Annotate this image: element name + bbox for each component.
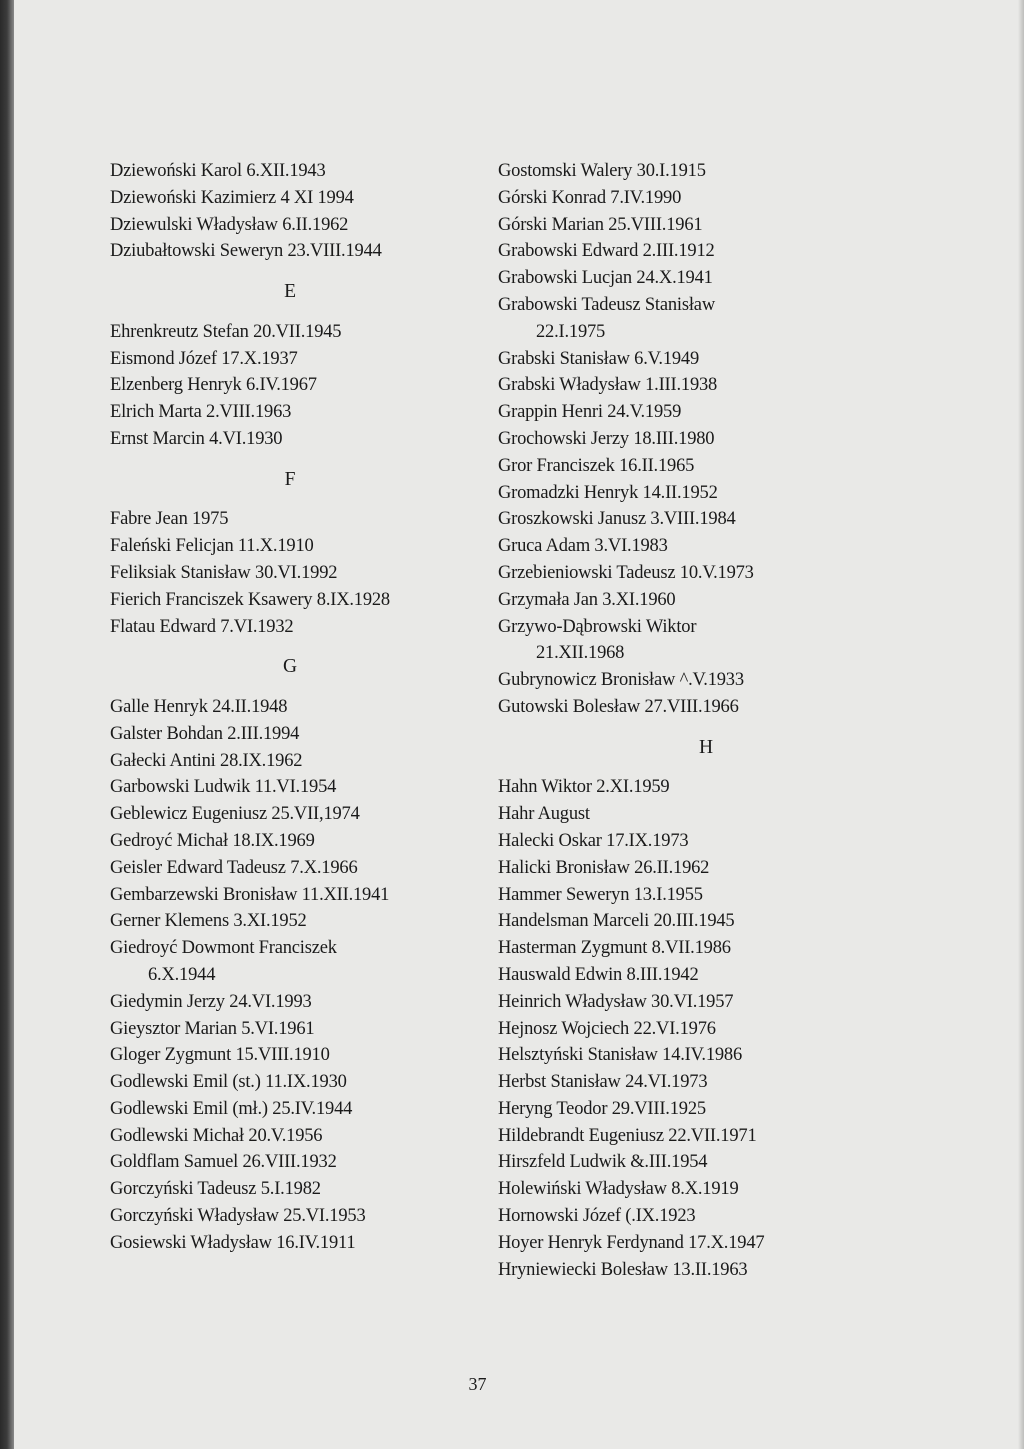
page-number: 37 [468, 1374, 487, 1394]
index-entry: Helsztyński Stanisław 14.IV.1986 [498, 1045, 743, 1066]
index-entry: Gruca Adam 3.VI.1983 [498, 536, 668, 557]
index-entry: Feliksiak Stanisław 30.VI.1992 [110, 562, 338, 583]
index-entry: Goldflam Samuel 26.VIII.1932 [110, 1152, 337, 1173]
index-entry: Giedroyć Dowmont Franciszek [110, 938, 337, 959]
index-entry: Fabre Jean 1975 [110, 509, 229, 530]
index-entry: Flatau Edward 7.VI.1932 [110, 616, 294, 637]
index-entry: Gror Franciszek 16.II.1965 [498, 455, 695, 476]
index-entry: Fierich Franciszek Ksawery 8.IX.1928 [110, 589, 390, 610]
index-entry: Elrich Marta 2.VIII.1963 [110, 402, 292, 423]
index-entry-continuation: 21.XII.1968 [536, 643, 625, 664]
index-entry: Gorczyński Władysław 25.VI.1953 [110, 1206, 366, 1227]
index-entry: Godlewski Emil (mł.) 25.IV.1944 [110, 1098, 353, 1119]
index-entry: Grabowski Edward 2.III.1912 [498, 241, 715, 262]
index-entry: Gembarzewski Bronisław 11.XII.1941 [110, 884, 390, 905]
index-entry: Heryng Teodor 29.VIII.1925 [498, 1098, 706, 1119]
index-entry: Faleński Felicjan 11.X.1910 [110, 536, 314, 557]
index-entry: Gorczyński Tadeusz 5.I.1982 [110, 1179, 321, 1200]
index-entry: Grzymała Jan 3.XI.1960 [498, 589, 676, 610]
index-entry: Galle Henryk 24.II.1948 [110, 696, 288, 717]
index-entry: Gloger Zygmunt 15.VIII.1910 [110, 1045, 330, 1066]
index-entry: Gerner Klemens 3.XI.1952 [110, 911, 307, 932]
index-entry: Dziewoński Karol 6.XII.1943 [110, 161, 326, 181]
index-entry: Grzywo-Dąbrowski Wiktor [498, 616, 697, 637]
index-entry: Elzenberg Henryk 6.IV.1967 [110, 375, 317, 396]
index-entry: Herbst Stanisław 24.VI.1973 [498, 1072, 708, 1093]
index-entry: Groszkowski Janusz 3.VIII.1984 [498, 509, 736, 530]
index-entry: Heinrich Władysław 30.VI.1957 [498, 991, 734, 1012]
index-entry: Hirszfeld Ludwik &.III.1954 [498, 1152, 708, 1173]
section-letter-heading: H [699, 736, 713, 758]
index-entry: Godlewski Michał 20.V.1956 [110, 1125, 323, 1146]
index-entry: Gostomski Walery 30.I.1915 [498, 161, 706, 181]
left-column [110, 158, 490, 1257]
index-entry: Gałecki Antini 28.IX.1962 [110, 750, 303, 771]
index-entry: Hejnosz Wojciech 22.VI.1976 [498, 1018, 716, 1039]
index-entry: Hahn Wiktor 2.XI.1959 [498, 777, 670, 798]
index-entry: Geblewicz Eugeniusz 25.VII,1974 [110, 804, 360, 825]
index-entry: Dziubałtowski Seweryn 23.VIII.1944 [110, 241, 382, 262]
index-entry: Garbowski Ludwik 11.VI.1954 [110, 777, 337, 798]
index-entry: Grzebieniowski Tadeusz 10.V.1973 [498, 562, 754, 583]
index-entry: Hornowski Józef (.IX.1923 [498, 1206, 696, 1227]
section-letter-heading: E [284, 281, 296, 303]
index-entry: Halicki Bronisław 26.II.1962 [498, 857, 710, 878]
index-entry-continuation: 22.I.1975 [536, 321, 606, 342]
index-entry: Hasterman Zygmunt 8.VII.1986 [498, 938, 731, 959]
index-entry: Grabski Władysław 1.III.1938 [498, 375, 718, 396]
index-entry: Geisler Edward Tadeusz 7.X.1966 [110, 857, 358, 878]
index-entry: Gedroyć Michał 18.IX.1969 [110, 830, 315, 851]
scan-binding-edge [0, 0, 14, 1449]
index-entry: Hahr August [498, 804, 590, 825]
index-entry: Halecki Oskar 17.IX.1973 [498, 830, 689, 851]
index-entry: Godlewski Emil (st.) 11.IX.1930 [110, 1072, 347, 1093]
index-entry: Grabowski Tadeusz Stanisław [498, 294, 715, 315]
index-entry: Hryniewiecki Bolesław 13.II.1963 [498, 1259, 748, 1280]
index-entry: Gubrynowicz Bronisław ^.V.1933 [498, 670, 744, 691]
index-entry: Gieysztor Marian 5.VI.1961 [110, 1018, 315, 1039]
index-entry-continuation: 6.X.1944 [148, 964, 216, 985]
index-entry: Dziewoński Kazimierz 4 XI 1994 [110, 187, 354, 208]
section-letter-heading: F [284, 468, 296, 490]
index-entry: Eismond Józef 17.X.1937 [110, 348, 298, 369]
scan-page-edge-right [1018, 0, 1024, 1449]
index-entry: Górski Marian 25.VIII.1961 [498, 214, 703, 235]
index-entry: Hauswald Edwin 8.III.1942 [498, 964, 699, 985]
right-column [498, 158, 878, 1283]
index-entry: Hoyer Henryk Ferdynand 17.X.1947 [498, 1232, 765, 1253]
index-entry: Grochowski Jerzy 18.III.1980 [498, 428, 715, 449]
section-letter-heading: G [283, 656, 297, 678]
index-entry: Górski Konrad 7.IV.1990 [498, 187, 682, 208]
index-entry: Gromadzki Henryk 14.II.1952 [498, 482, 718, 503]
index-entry: Giedymin Jerzy 24.VI.1993 [110, 991, 312, 1012]
index-entry: Ernst Marcin 4.VI.1930 [110, 428, 283, 449]
index-entry: Hildebrandt Eugeniusz 22.VII.1971 [498, 1125, 757, 1146]
index-entry: Handelsman Marceli 20.III.1945 [498, 911, 735, 932]
index-entry: Dziewulski Władysław 6.II.1962 [110, 214, 349, 235]
index-entry: Hammer Seweryn 13.I.1955 [498, 884, 703, 905]
index-entry: Ehrenkreutz Stefan 20.VII.1945 [110, 321, 342, 342]
index-entry: Galster Bohdan 2.III.1994 [110, 723, 300, 744]
index-entry: Grappin Henri 24.V.1959 [498, 402, 682, 423]
index-entry: Gosiewski Władysław 16.IV.1911 [110, 1232, 356, 1253]
index-entry: Grabski Stanisław 6.V.1949 [498, 348, 700, 369]
index-entry: Gutowski Bolesław 27.VIII.1966 [498, 696, 739, 717]
index-entry: Holewiński Władysław 8.X.1919 [498, 1179, 739, 1200]
index-entry: Grabowski Lucjan 24.X.1941 [498, 268, 713, 289]
